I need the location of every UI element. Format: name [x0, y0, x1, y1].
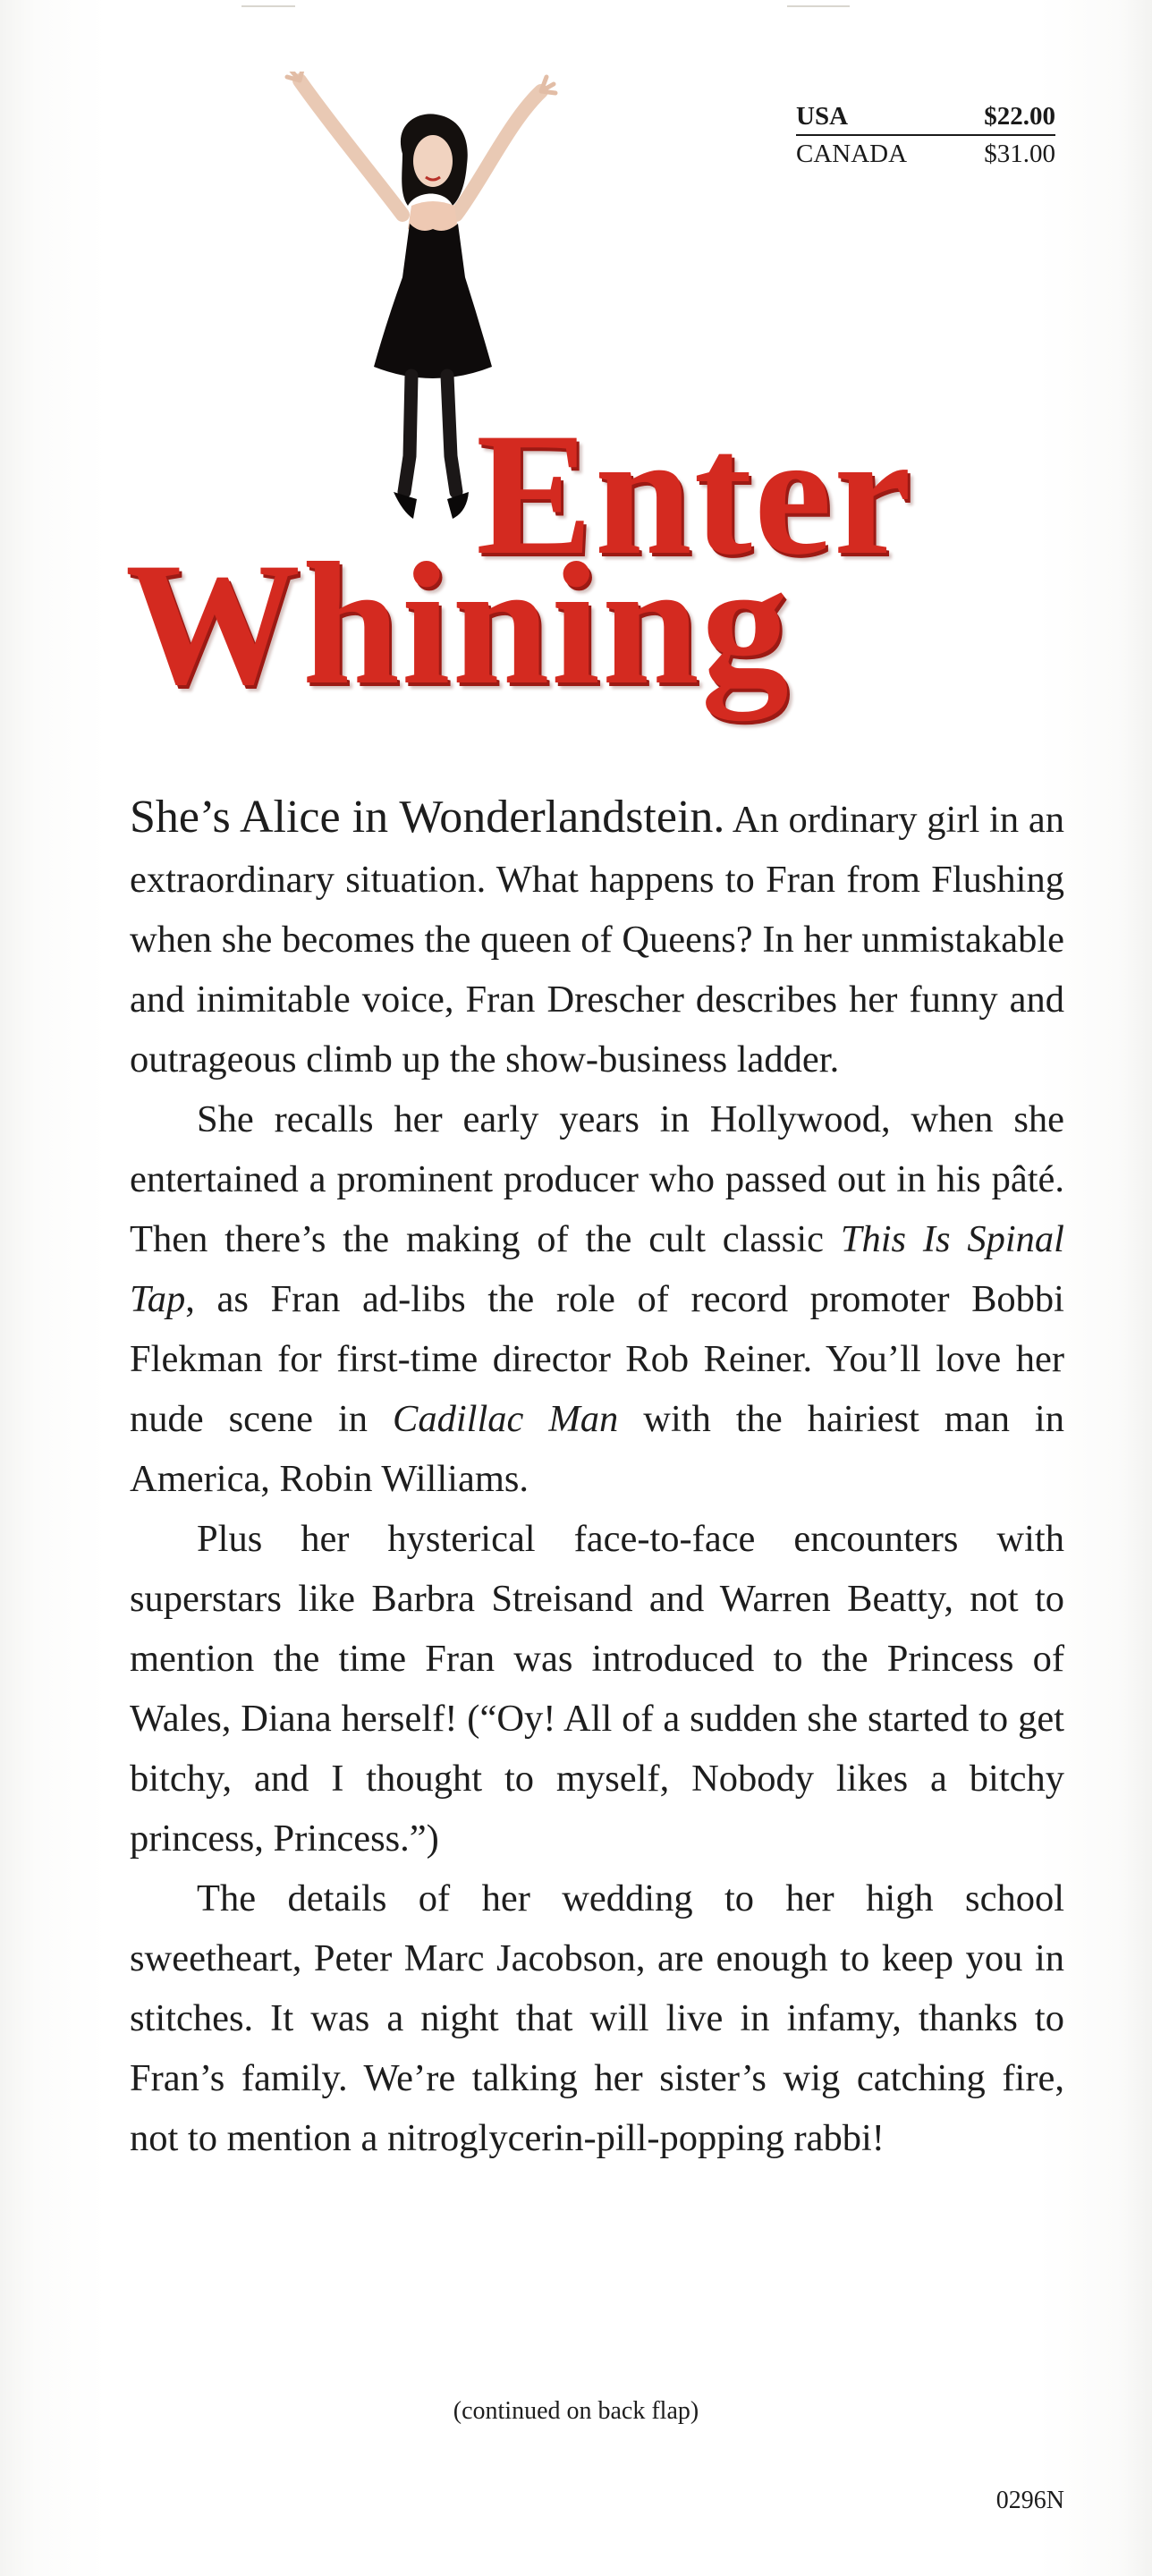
title-line-enter: Enter	[476, 397, 913, 591]
paragraph-2-text-c: with the hairiest man in America, Robin Williams.	[130, 1398, 1064, 1500]
usa-label: USA	[796, 102, 849, 131]
canada-label: CANADA	[796, 140, 908, 168]
top-edge-mark	[787, 5, 850, 7]
right-leg	[447, 376, 456, 492]
top-edge-marks	[0, 0, 1152, 13]
left-shoe	[394, 492, 417, 519]
price-table	[796, 98, 1055, 172]
right-shoe	[447, 492, 469, 519]
flap-copy	[130, 787, 1064, 2168]
left-arm	[300, 80, 402, 215]
price-row-usa	[796, 98, 1055, 136]
price-row-canada	[796, 136, 1055, 172]
paragraph-1-text: An ordinary girl in an extraordinary situation. What happens to Fran from Flushing when she becomes the queen of Queens? In her unmistakable and inimitable voice, Fran Drescher describes her funny and outrageous climb up the show-business ladder.	[130, 799, 1064, 1080]
paragraph-1	[130, 787, 1064, 1089]
paragraph-2-text-b: , as Fran ad-libs the role of record promoter Bobbi Flekman for first-time director Rob Reiner. You’ll love her nude scene in	[130, 1278, 1064, 1440]
canada-price: $31.00	[984, 140, 1055, 168]
paragraph-2	[130, 1089, 1064, 1509]
paragraph-3: Plus her hysterical face-to-face encounters with superstars like Barbra Streisand and Warren Beatty, not to mention the time Fran was introduced to the Princess of Wales, Diana herself! (“Oy! All of a sudden she started to get bitchy, and I thought to myself, Nobody likes a bitchy princess, Princess.”)	[130, 1518, 1064, 1860]
right-hand	[541, 77, 555, 93]
right-arm	[456, 91, 541, 215]
jacket-code: 0296N	[995, 2487, 1064, 2514]
top-edge-mark	[241, 5, 295, 7]
usa-price: $22.00	[984, 102, 1055, 131]
left-leg	[404, 376, 411, 492]
lead-in: She’s Alice in Wonderlandstein.	[130, 792, 725, 843]
film-title-spinal-tap: This Is Spinal Tap	[130, 1218, 1064, 1320]
left-hand	[287, 72, 303, 80]
black-dress	[374, 224, 492, 378]
paragraph-4: The details of her wedding to her high school sweetheart, Peter Marc Jacobson, are enough to keep you in stitches. It was a night that will live in infamy, thanks to Fran’s family. We’re talking her sister’s wig catching fire, not to mention a nitroglycerin-pill-popping rabbi!	[130, 1877, 1064, 2159]
continued-note: (continued on back flap)	[453, 2397, 699, 2425]
shoulders	[408, 201, 458, 233]
paragraph-2-text-a: She recalls her early years in Hollywood, when she entertained a prominent producer who passed out in his pâté. Then there’s the making of the cult classic	[130, 1098, 1064, 1260]
title-line-whining: Whining	[125, 527, 791, 721]
film-title-cadillac-man: Cadillac Man	[393, 1398, 619, 1440]
